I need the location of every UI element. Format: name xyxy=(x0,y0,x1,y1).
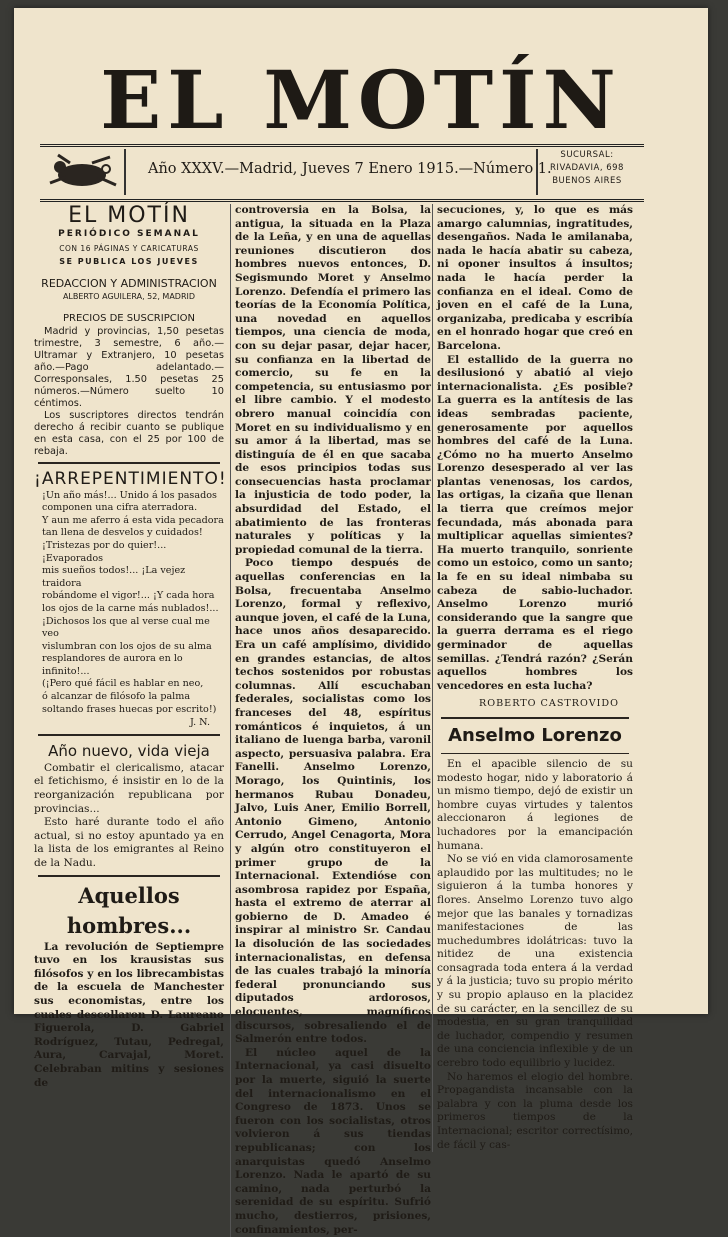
article-paragraph: secuciones, y, lo que es más amargo calumnias, ingratitudes, desengaños. Nada le amilanaba, nada le hacía abatir su cabeza, ni oponer insultos á insultos; nada le hacía perder la confianza en el ideal. Como de joven en el café de la Luna, organizaba, predicaba y escribía en el honrado hogar que creó en Barcelona. xyxy=(437,204,633,352)
branch-street: RIVADAVIA, 698 xyxy=(550,163,624,173)
hombres-title: Aquellos hombres... xyxy=(66,882,192,938)
poem-line: ¡Dichosos los que al verse cual me veo xyxy=(42,615,210,640)
poem-line: mis sueños todos!... ¡La vejez traidora xyxy=(42,565,186,589)
subscribers-note: Los suscriptores directos tendrán derecho á recibir cuanto se publique en esta casa, con el 25 por 100 de rebaja. xyxy=(34,409,224,457)
newyear-paragraph: Esto haré durante todo el año actual, si no estoy apuntado ya en la lista de los emigrantes al Reino de la Nadu. xyxy=(34,816,224,869)
branch-label: SUCURSAL: xyxy=(560,150,614,160)
newyear-title: Año nuevo, vida vieja xyxy=(48,741,210,760)
poem-line: robándome el vigor!... ¡Y cada hora xyxy=(42,590,215,602)
poem-line: tan llena de desvelos y cuidados! xyxy=(42,527,203,539)
hombres-paragraph: La revolución de Septiempre tuvo en los krausistas sus filósofos y en los librecambistas de la escuela de Manchester sus economistas, entre los cuales descollaron D. Laureano Figuerola, D. Gabriel Rodríguez, Tutau, Pedregal, Aura, Carvajal, Moret. Celebraban mitins y sesiones de xyxy=(34,940,224,1089)
article-paragraph: Poco tiempo después de aquellas conferencias en la Bolsa, frecuentaba Anselmo Lorenzo, formal y reflexivo, aunque joven, el café de la Luna, hace unos años desaparecido. Era un café amplísimo, dividido en grandes estancias, de altos techos sostenidos por robustas columnas. Allí escuchaban federales, socialistas como los franceses del 48, espíritus románticos é inquietos, á un italiano de luenga barba, varonil aspecto, persuasiva palabra. Era Fanelli. Anselmo Lorenzo, Morago, los Quintinis, los hermanos Rubau Donadeu, Jalvo, Luis Aner, Emilio Borrell, Antonio Gimeno, Antonio Cerrudo, Angel Cenagorta, Mora y algún otro constituyeron el primer grupo de la Internacional. Extendióse con asombrosa rapidez por España, hasta el extremo de aterrar al gobierno de D. Amadeo é inspirar al ministro Sr. Candau la disolución de las sociedades internacionalistas, en defensa de las cuales trabajó la minoría federal pronunciando sus diputados ardorosos, elocuentes, magníficos discursos, sobresaliendo el de Salmerón entre todos. xyxy=(235,557,431,1046)
lorenzo-paragraph: No se vió en vida clamorosamente aplaudido por las multitudes; no le siguieron á la tumba honores y flores. Anselmo Lorenzo tuvo algo mejor que las banales y tornadizas manifestaciones de las muchedumbres idolátricas: tuvo la nitidez de una existencia consagrada toda entera á la verdad y á la justicia; tuvo su propio mérito y su propio aplauso en la placidez de su carácter, en la sencillez de su modestia, en su gran tranquilidad de luchador, compendio y resumen de una conciencia inflexible y de un cerebro todo equilibrio y lucidez. xyxy=(437,853,633,1070)
poem-line: ó alcanzar de filósofo la palma xyxy=(42,691,191,703)
article-signature: ROBERTO CASTROVIDO xyxy=(479,698,619,710)
dateline: Año XXXV.—Madrid, Jueves 7 Enero 1915.—Número 1. xyxy=(148,161,552,177)
prices-title: PRECIOS DE SUSCRIPCION xyxy=(62,312,196,324)
masthead-title: EL MOTÍN xyxy=(100,53,622,147)
poem-line: componen una cifra aterradora. xyxy=(42,502,198,514)
poem-line: vislumbran con los ojos de su alma xyxy=(42,640,212,652)
masthead-emblem xyxy=(40,149,126,195)
promo-pages: CON 16 PÁGINAS Y CARICATURAS xyxy=(59,243,199,253)
riot-emblem-icon xyxy=(40,149,124,195)
newyear-paragraph: Combatir el clericalismo, atacar el fetichismo, é insistir en lo de la reorganización republicana por provincias... xyxy=(34,761,224,815)
poem-line: ¡Un año más!... Unido á los pasados xyxy=(42,489,217,501)
poem-body xyxy=(42,490,224,717)
poem-line: los ojos de la carne más nublados!... xyxy=(42,602,219,614)
poem-line: (¡Pero qué fácil es hablar en neo, xyxy=(42,678,204,690)
poem-line: soltando frases huecas por escrito!) xyxy=(42,703,217,715)
admin-title: REDACCION Y ADMINISTRACION xyxy=(41,276,217,290)
poem-line: Y aun me aferro á esta vida pecadora xyxy=(42,514,224,526)
article-paragraph: El estallido de la guerra no desilusionó y abatió al viejo internacionalista. ¿Es posible? La guerra es la antítesis de las ideas sembradas paciente, generosamente por aquellos hombres del café de la Luna. ¿Cómo no ha muerto Anselmo Lorenzo desesperado al ver las plantas venenosas, los cardos, las ortigas, la cizaña que llenan la tierra que creímos mejor fecundada, más abonada para multiplicar aquellas simientes? Ha muerto tranquilo, sonriente como un estoico, como un santo; la fe en su ideal nimbaba su cabeza de sabio-luchador. Anselmo Lorenzo murió considerando que la sangre que la guerra derrama es el riego germinador de aquellas semillas. ¿Tendrá razón? ¿Serán aquellos hombres los vencedores en esta lucha? xyxy=(437,353,633,692)
promo-day: SE PUBLICA LOS JUEVES xyxy=(59,257,199,267)
article-paragraph: controversia en la Bolsa, la antigua, la situada en la Plaza de la Leña, y en una de aquellas reuniones discutieron dos hombres nuevos entonces, D. Segismundo Moret y Anselmo Lorenzo. Defendía el primero las teorías de la Economía Política, una novedad en aquellos tiempos, una ciencia de moda, con su dejar pasar, dejar hacer, su confianza en la libertad de comercio, su fe en la competencia, su entusiasmo por el libre cambio. Y el modesto obrero manual coincidía con Moret en su individualismo y en su amor á la libertad, mas se distinguía de él en que sacaba de esos principios todas sus consecuencias hasta proclamar la injusticia de todo poder, la absurdidad del Estado, el abatimiento de las fronteras naturales y políticas y la propiedad comunal de la tierra. xyxy=(235,204,431,556)
lorenzo-paragraph: No haremos el elogio del hombre. Propagandista incansable con la palabra y con la pluma desde los primeros tiempos de la Internacional; escritor correctísimo, de fácil y cas- xyxy=(437,1070,633,1151)
branch-city: BUENOS AIRES xyxy=(552,176,622,186)
lorenzo-paragraph: En el apacible silencio de su modesto hogar, nido y laboratorio á un mismo tiempo, dejó de existir un hombre cuyas virtudes y talentos aleccionaron á legiones de luchadores por la emancipación humana. xyxy=(437,757,633,852)
poem-line: ¡Tristezas por do quier!... ¡Evaporados xyxy=(42,539,167,564)
info-bar xyxy=(40,144,644,202)
column-3 xyxy=(432,204,633,1152)
column-1 xyxy=(34,203,227,1090)
article-paragraph: El núcleo aquel de la Internacional, ya casi disuelto por la muerte, siguió la suerte del internacionalismo en el Congreso de 1873. Unos se fueron con los socialistas, otros volvieron á sus tiendas republicanas; con los anarquistas quedó Anselmo Lorenzo. Nada le apartó de su camino, nada perturbó la serenidad de su espíritu. Sufrió mucho, destierros, prisiones, confinamientos, per- xyxy=(235,1046,431,1236)
branch-box xyxy=(536,149,636,195)
promo-title: EL MOTÍN xyxy=(68,203,190,228)
admin-address: ALBERTO AGUILERA, 52, MADRID xyxy=(62,292,196,302)
newspaper-page xyxy=(14,8,708,1236)
column-2 xyxy=(230,204,431,1237)
prices-text: Madrid y provincias, 1,50 pesetas trimestre, 3 semestre, 6 año.—Ultramar y Extranjero, 10 pesetas año.—Pago adelantado.—Corresponsales, 1.50 pesetas 25 números.—Número suelto 10 céntimos. xyxy=(34,325,224,409)
poem-title: ¡ARREPENTIMIENTO! xyxy=(34,468,227,489)
promo-subtitle: PERIÓDICO SEMANAL xyxy=(58,229,200,239)
poem-line: resplandores de aurora en lo infinito!... xyxy=(42,653,183,677)
lorenzo-title: Anselmo Lorenzo xyxy=(448,724,622,746)
poem-signature: J. N. xyxy=(189,717,210,729)
